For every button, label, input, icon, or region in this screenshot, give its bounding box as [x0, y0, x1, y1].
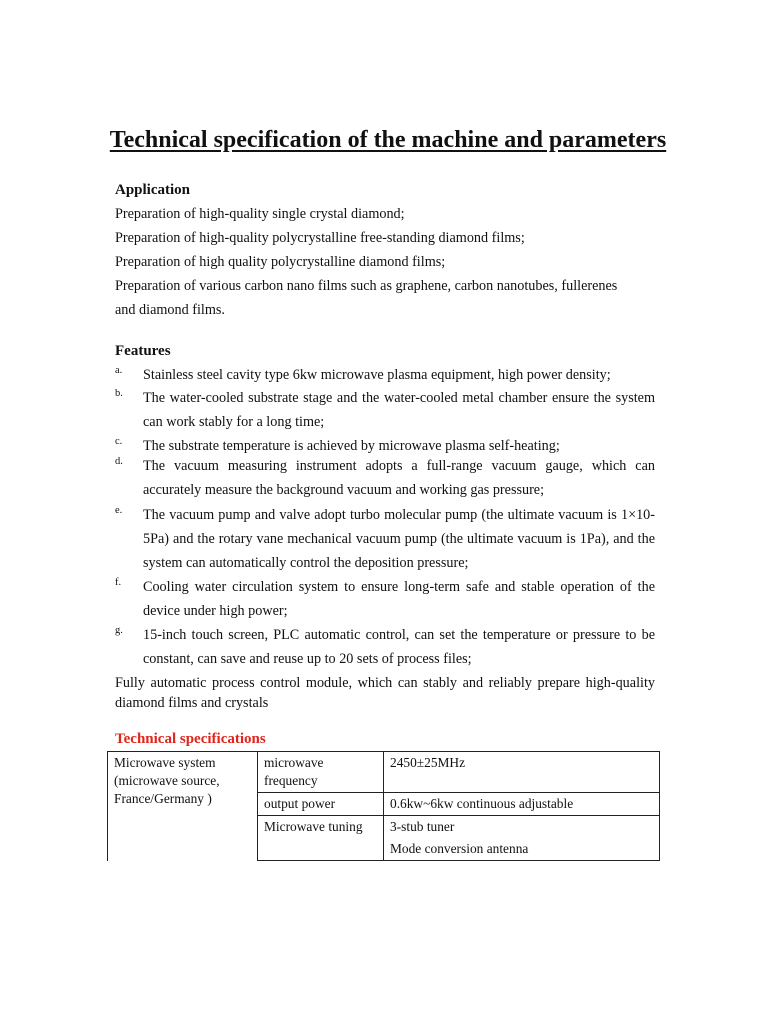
feature-item [115, 363, 655, 387]
feature-item [115, 503, 655, 575]
feature-item [115, 454, 655, 502]
application-heading: Application [115, 182, 191, 198]
feature-text: The water-cooled substrate stage and the water-cooled metal chamber ensure the system can work stably for a long time; [143, 390, 655, 430]
feature-text: The vacuum measuring instrument adopts a full-range vacuum gauge, which can accurately measure the background vacuum and working gas pressure; [143, 458, 655, 498]
feature-marker: d. [115, 456, 123, 467]
specifications-heading: Technical specifications [115, 731, 266, 747]
feature-marker: a. [115, 365, 123, 376]
feature-marker: b. [115, 388, 123, 399]
feature-item [115, 623, 655, 671]
application-line: Preparation of various carbon nano films such as graphene, carbon nanotubes, fullerenes [115, 278, 618, 294]
features-closing-text: Fully automatic process control module, which can stably and reliably prepare high-quality diamond films and crystals [115, 675, 655, 711]
page-title: Technical specification of the machine and parameters [109, 127, 667, 153]
parameter-cell: Microwave tuning [258, 816, 384, 861]
value-cell: 2450±25MHz [384, 752, 660, 793]
application-line: and diamond films. [115, 302, 225, 318]
application-line: Preparation of high-quality single crystal diamond; [115, 206, 405, 222]
feature-text: The substrate temperature is achieved by microwave plasma self-heating; [143, 438, 560, 454]
features-heading: Features [115, 343, 171, 359]
feature-marker: e. [115, 505, 123, 516]
application-line: Preparation of high quality polycrystalline diamond films; [115, 254, 446, 270]
parameter-cell: microwave frequency [258, 752, 384, 793]
feature-item [115, 575, 655, 623]
feature-text: Cooling water circulation system to ensure long-term safe and stable operation of the device under high power; [143, 579, 655, 619]
feature-text: Stainless steel cavity type 6kw microwave plasma equipment, high power density; [143, 367, 611, 383]
specifications-table [107, 751, 660, 861]
feature-item [115, 386, 655, 434]
feature-marker: f. [115, 577, 122, 588]
application-line: Preparation of high-quality polycrystalline free-standing diamond films; [115, 230, 525, 246]
feature-text: 15-inch touch screen, PLC automatic control, can set the temperature or pressure to be constant, can save and reuse up to 20 sets of process files; [143, 627, 655, 667]
feature-text: The vacuum pump and valve adopt turbo molecular pump (the ultimate vacuum is 1×10-5Pa) and the rotary vane mechanical vacuum pump (the ultimate vacuum is 1Pa), and the system can automatically control the deposition pressure; [143, 507, 655, 571]
value-cell: 0.6kw~6kw continuous adjustable [384, 793, 660, 816]
feature-marker: g. [115, 625, 123, 636]
parameter-cell: output power [258, 793, 384, 816]
microwave-system-cell: Microwave system (microwave source, France/Germany ) [108, 752, 258, 861]
table-row [108, 752, 660, 793]
value-cell: Mode conversion antenna [384, 838, 660, 861]
feature-marker: c. [115, 436, 123, 447]
value-cell: 3-stub tuner [384, 816, 660, 839]
